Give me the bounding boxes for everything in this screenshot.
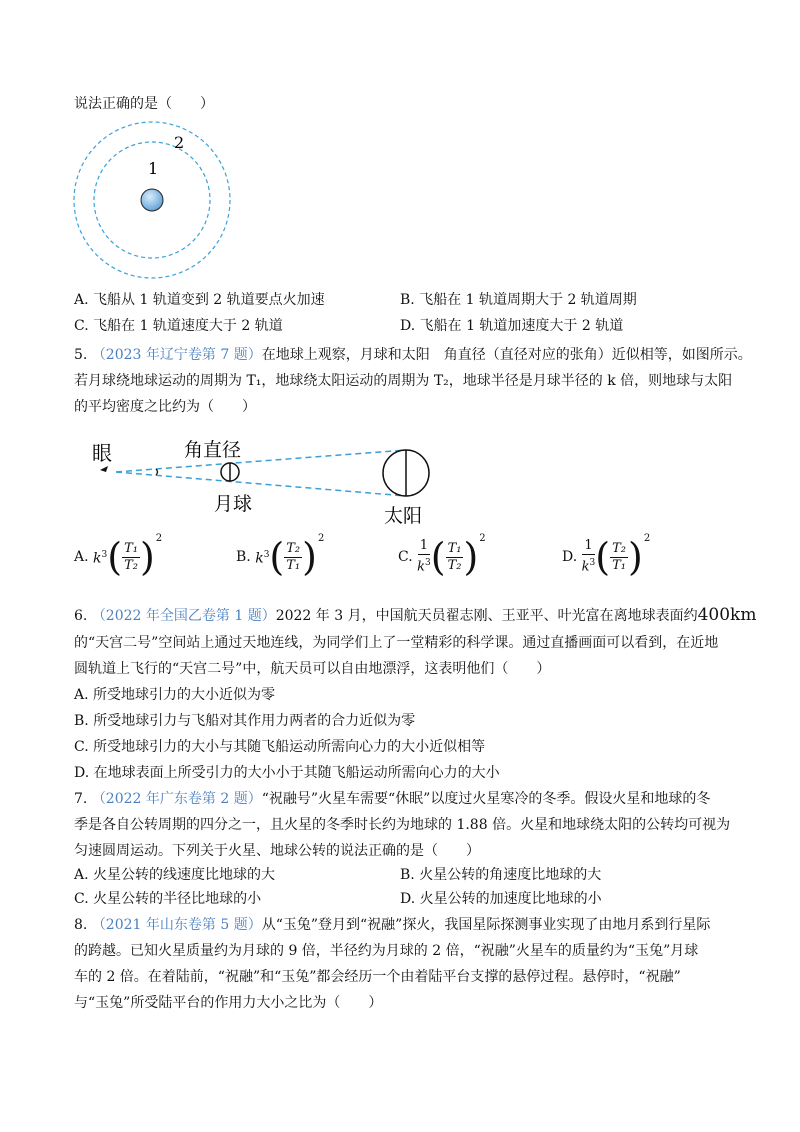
q7-option-c[interactable]: C. 火星公转的半径比地球的小 xyxy=(74,891,262,907)
q6-line3: 圆轨道上飞行的“天宫二号”中，航天员可以自由地漂浮，这表明他们（ ） xyxy=(74,661,551,677)
q7-option-b[interactable]: B. 火星公转的角速度比地球的大 xyxy=(400,867,602,883)
angular-diameter-diagram xyxy=(80,430,460,530)
q5-option-a[interactable]: A. $k^3$ ( $\frac{\text{T₁}}{\text{T₂}}$ ) 2 xyxy=(74,538,162,576)
q7-option-a[interactable]: A. 火星公转的线速度比地球的大 xyxy=(74,867,276,883)
q7-line2: 季是各自公转周期的四分之一，且火星的冬季时长约为地球的 1.88 倍。火星和地球绕太阳的公转均可视为 xyxy=(74,817,731,833)
q6-option-b[interactable]: B. 所受地球引力与飞船对其作用力两者的合力近似为零 xyxy=(74,713,416,729)
q7-line1 xyxy=(74,789,710,809)
orbit-2-label: 2 xyxy=(174,133,185,152)
angle-arc xyxy=(156,469,158,475)
q5-c-exp2: 2 xyxy=(479,533,486,544)
q5-c-coef: $\frac{1}{k^3}$ xyxy=(417,538,431,575)
q6-source: （2022 年全国乙卷第 1 题） xyxy=(91,608,276,624)
q5-a-exp2: 2 xyxy=(155,533,163,544)
q6-line2: 的“天宫二号”空间站上通过天地连线，为同学们上了一堂精彩的科学课。通过直播画面可以看到，在近地 xyxy=(74,635,719,651)
moon-label: 月球 xyxy=(214,493,253,515)
q8-line2: 的跨越。已知火星质量约为月球的 9 倍，半径约为月球的 2 倍，“祝融”火星车的质量约为“玉兔”月球 xyxy=(74,943,699,959)
q4-option-b[interactable]: B. 飞船在 1 轨道周期大于 2 轨道周期 xyxy=(400,292,637,308)
q5-option-c[interactable]: C. $\frac{1}{k^3}$ ( $\frac{\text{T₁}}{\text{T₂}}$ ) 2 xyxy=(398,538,486,576)
q5-a-label: A. xyxy=(74,549,89,565)
q7-option-d[interactable]: D. 火星公转的加速度比地球的小 xyxy=(400,891,602,907)
q5-b-exp3: 3 xyxy=(263,550,270,561)
q6-option-a[interactable]: A. 所受地球引力的大小近似为零 xyxy=(74,687,276,703)
q5-c-label: C. xyxy=(398,549,413,565)
upper-sightline xyxy=(116,450,406,472)
q6-distance: 400km xyxy=(697,605,757,625)
q4-option-c[interactable]: C. 飞船在 1 轨道速度大于 2 轨道 xyxy=(74,318,283,334)
q7-source: （2022 年广东卷第 2 题） xyxy=(91,791,262,807)
q5-source: （2023 年辽宁卷第 7 题） xyxy=(91,347,262,363)
q5-number: 5. xyxy=(74,347,88,363)
q5-b-exp2: 2 xyxy=(317,533,325,544)
q8-number: 8. xyxy=(74,917,88,933)
q5-d-exp2: 2 xyxy=(643,533,651,544)
lower-sightline xyxy=(116,472,406,496)
q8-text1: 从“玉兔”登月到“祝融”探火，我国星际探测事业实现了由地月系到行星际 xyxy=(261,917,711,933)
q4-stem-tail: 说法正确的是（ ） xyxy=(74,96,214,112)
q5-d-coef: $\frac{1}{k^3}$ xyxy=(581,538,596,575)
eye-label: 眼 xyxy=(92,441,112,465)
sun-label: 太阳 xyxy=(384,505,423,527)
angle-label: 角直径 xyxy=(184,439,242,461)
q7-number: 7. xyxy=(74,791,88,807)
q5-line3: 的平均密度之比约为（ ） xyxy=(74,399,256,415)
q5-line1 xyxy=(74,345,752,365)
q5-d-label: D. xyxy=(562,549,578,565)
eye-icon xyxy=(100,466,108,472)
q7-line3: 匀速圆周运动。下列关于火星、地球公转的说法正确的是（ ） xyxy=(74,843,480,859)
q6-number: 6. xyxy=(74,608,88,624)
orbit-1-label: 1 xyxy=(148,159,159,178)
q5-text1: 在地球上观察，月球和太阳 角直径（直径对应的张角）近似相等，如图所示。 xyxy=(261,347,752,363)
q6-option-d[interactable]: D. 在地球表面上所受引力的大小小于其随飞船运动所需向心力的大小 xyxy=(74,765,500,781)
q8-line3: 车的 2 倍。在着陆前，“祝融”和“玉兔”都会经历一个由着陆平台支撑的悬停过程。悬停时，“祝融” xyxy=(74,969,681,985)
q5-b-frac: $\frac{\text{T₂}}{\text{T₁}}$ xyxy=(286,540,301,573)
q5-d-frac: $\frac{\text{T₂}}{\text{T₁}}$ xyxy=(612,540,626,573)
q5-option-d[interactable]: D. $\frac{1}{k^3}$ ( $\frac{\text{T₂}}{\text{T₁}}$ ) 2 xyxy=(562,538,650,576)
q5-b-k: k xyxy=(255,550,264,567)
orbit-diagram xyxy=(60,118,260,288)
q8-source: （2021 年山东卷第 5 题） xyxy=(91,917,262,933)
q7-text1: “祝融号”火星车需要“休眠”以度过火星寒冷的冬季。假设火星和地球的冬 xyxy=(261,791,711,807)
q5-a-k: k xyxy=(93,550,102,567)
q5-c-frac: $\frac{\text{T₁}}{\text{T₂}}$ xyxy=(447,540,462,573)
q5-option-b[interactable]: B. $k^3$ ( $\frac{\text{T₂}}{\text{T₁}}$ ) 2 xyxy=(236,538,324,576)
q5-b-label: B. xyxy=(236,549,251,565)
q5-line2: 若月球绕地球运动的周期为 T₁，地球绕太阳运动的周期为 T₂，地球半径是月球半径的 k 倍，则地球与太阳 xyxy=(74,373,733,389)
q4-option-a[interactable]: A. 飞船从 1 轨道变到 2 轨道要点火加速 xyxy=(74,292,325,308)
q5-a-exp3: 3 xyxy=(101,550,108,561)
q8-line4: 与“玉兔”所受陆平台的作用力大小之比为（ ） xyxy=(74,995,383,1011)
q8-line1 xyxy=(74,915,710,935)
q5-a-frac: $\frac{\text{T₁}}{\text{T₂}}$ xyxy=(124,540,138,573)
q4-option-d[interactable]: D. 飞船在 1 轨道加速度大于 2 轨道 xyxy=(400,318,624,334)
central-planet xyxy=(141,189,163,211)
q6-text1: 2022 年 3 月，中国航天员翟志刚、王亚平、叶光富在离地球表面约 xyxy=(275,608,698,624)
q6-line1 xyxy=(74,605,756,626)
q6-option-c[interactable]: C. 所受地球引力的大小与其随飞船运动所需向心力的大小近似相等 xyxy=(74,739,486,755)
